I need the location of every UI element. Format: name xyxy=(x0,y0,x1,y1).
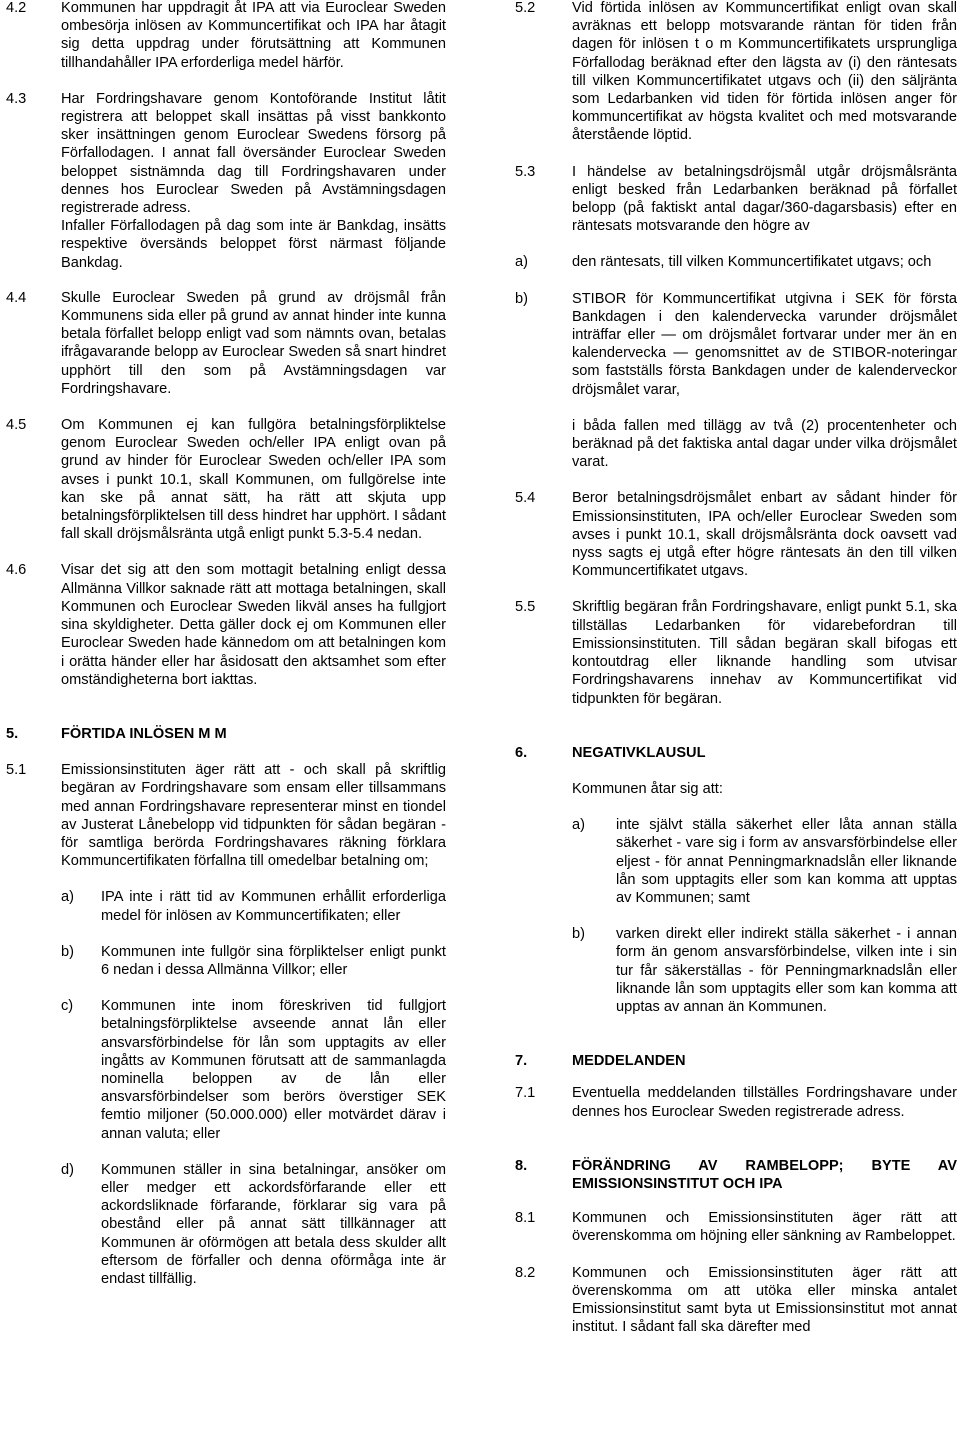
list-text: Kommunen ställer in sina betalningar, ansöker om eller medger ett ackordsförfarande eller ett ackordsliknade förfarande, förklarar sig vara på obestånd eller på annat sätt tillkännager att Kommunen är oförmögen att betala dess skulder allt eftersom de förfaller och denna oförmåga inte är endast tillfällig. xyxy=(101,1161,446,1287)
section-text: Skulle Euroclear Sweden på grund av dröjsmål från Kommunens sida eller på grund av annat hinder inte kunna betala förfallet belopp enligt vad som nämnts ovan, betalas ifrågavarande belopp av Euroclear Sweden så snart hindret upphört till den som på Avstämningsdagen var Fordringshavare. xyxy=(61,289,446,397)
list-letter: c) xyxy=(61,998,74,1015)
list-item-a xyxy=(61,888,446,924)
heading-6-intro xyxy=(515,780,957,798)
section-text: Beror betalningsdröjsmålet enbart av sådant hinder för Emissionsinstituten, IPA och/eller Euroclear Sweden som avses i punkt 10.1, skall dröjsmålsränta dock oavsett vad nyss sagts ej utgå efter högre räntesats än den till vilken Kommuncertifikatet utgavs. xyxy=(572,490,957,580)
section-text: Visar det sig att den som mottagit betalning enligt dessa Allmänna Villkor saknade rätt att mottaga betalningen, skall Kommunen och Euroclear Sweden likväl anses ha fullgjort sina skyldigheter. Detta gäller dock ej om Kommunen eller Euroclear Sweden hade kännedom om att betalningen kom i orätta händer eller har åsidosatt den aktsamhet som efter omständigheterna bort iakttas. xyxy=(61,562,446,688)
list-item-a xyxy=(515,253,957,271)
heading-title: FÖRTIDA INLÖSEN M M xyxy=(61,725,227,742)
section-text: i båda fallen med tillägg av två (2) procentenheter och beräknad på det faktiska antal dagar under vilka dröjsmålet varat. xyxy=(572,417,957,471)
list-text: varken direkt eller indirekt ställa säkerhet - i annan form än genom ansvarsförbindelse, vilken inte i sin tur får säkerställas - för Penningmarknadslån eller liknande lån som upptagits eller som kan komma att upptas av annan än Kommunen. xyxy=(616,926,957,1015)
section-5-1 xyxy=(6,761,446,1288)
list-item-a xyxy=(572,816,957,907)
list-item-c xyxy=(61,997,446,1143)
section-number: 5.5 xyxy=(515,599,536,616)
section-4-3 xyxy=(6,90,446,272)
list-letter: d) xyxy=(61,1161,74,1178)
section-5-3 xyxy=(515,163,957,236)
section-text: Vid förtida inlösen av Kommuncertifikat enligt ovan skall avräknas ett belopp motsvarande räntan för tiden från dagen för inlösen t o m Kommuncertifikatets ursprungliga Förfallodag beräknad efter den lägsta av (i) den räntesats till vilken Kommuncertifikatet utgavs och (ii) den säljränta som Ledarbanken vid tiden för förtida inlösen anger för kommuncertifikat av högsta kvalitet och med motsvarande återstående löptid. xyxy=(572,0,957,144)
list-letter: a) xyxy=(572,817,585,834)
heading-number: 5. xyxy=(6,725,19,742)
heading-number: 8. xyxy=(515,1157,528,1174)
section-number: 5.3 xyxy=(515,163,536,180)
section-text: Om Kommunen ej kan fullgöra betalningsförpliktelse genom Euroclear Sweden och/eller IPA enligt ovan på grund av hinder för Euroclear Sweden och/eller IPA som avses i punkt 10.1, skall Kommunen, om fullgörelse inte kan ske på annat sätt, ha rätt att skjuta upp betalningsförpliktelsen till dess hindret har upphört. I sådant fall skall dröjsmålsränta utgå enligt punkt 5.3-5.4 nedan. xyxy=(61,417,446,543)
heading-title: FÖRÄNDRING AV RAMBELOPP; BYTE AV EMISSIONSINSTITUT OCH IPA xyxy=(572,1157,957,1192)
section-4-6 xyxy=(6,561,446,688)
list-item-d xyxy=(61,1161,446,1288)
section-number: 4.4 xyxy=(6,289,27,306)
heading-number: 7. xyxy=(515,1053,528,1070)
list-letter: a) xyxy=(515,254,528,271)
section-text: Kommunen och Emissionsinstituten äger rätt att överenskomma om att utöka eller minska antalet Emissionsinstitut samt byta ut Emissionsinstitut mot annat institut. I sådant fall ska därefter med xyxy=(572,1264,957,1336)
section-4-5 xyxy=(6,416,446,543)
section-4-2 xyxy=(6,0,446,72)
heading-title: NEGATIVKLAUSUL xyxy=(572,744,706,761)
section-7-1 xyxy=(515,1084,957,1120)
section-text: Infaller Förfallodagen på dag som inte är Bankdag, insätts respektive översänds beloppet först närmast följande Bankdag. xyxy=(61,218,446,271)
list-text: Kommunen inte fullgör sina förpliktelser enligt punkt 6 nedan i dessa Allmänna Villkor; eller xyxy=(101,943,446,978)
section-text: Eventuella meddelanden tillställes Fordringshavare under dennes hos Euroclear Sweden registrerade adress. xyxy=(572,1085,957,1120)
section-number: 7.1 xyxy=(515,1085,536,1102)
heading-5 xyxy=(6,725,446,743)
list-text: Kommunen inte inom föreskriven tid fullgjort betalningsförpliktelse avseende annat lån eller ansvarsförbindelse för lån som upptagits av eller ingåtts av Kommunen förutsatt att de sammanlagda nominella beloppen av de lån eller ansvarsförbindelser som berörs överstiger SEK femtio miljoner (50.000.000) eller motvärdet därav i annan valuta; eller xyxy=(101,998,446,1142)
section-5-4 xyxy=(515,489,957,580)
section-number: 5.4 xyxy=(515,490,536,507)
section-text: Emissionsinstituten äger rätt att - och skall på skriftlig begäran av Fordringshavare som ensam eller tillsammans med annan Fordringshavare representerar minst en tiondel av Justerat Lånebelopp vid tidpunkten för sådan begäran - för samtliga berörda Fordringshavares räkning förklara Kommuncertifikaten förfallna till omedelbar betalning om; xyxy=(61,762,446,870)
section-text: Har Fordringshavare genom Kontoförande Institut låtit registrera att beloppet skall insättas på visst bankkonto sker insättningen genom Euroclear Swedens försorg på Förfallodagen. I annat fall översänder Euroclear Sweden beloppet sistnämnda dag till Fordringshavaren under dennes hos Euroclear Sweden på Avstämningsdagen registrerade adress. xyxy=(61,90,446,217)
negativklausul-list xyxy=(515,816,957,1016)
heading-title: MEDDELANDEN xyxy=(572,1053,686,1070)
section-number: 5.2 xyxy=(515,0,536,16)
section-number: 4.5 xyxy=(6,417,27,434)
section-8-2 xyxy=(515,1264,957,1337)
list-item-b xyxy=(572,925,957,1016)
section-5-5 xyxy=(515,598,957,707)
left-column xyxy=(6,0,446,1288)
heading-7 xyxy=(515,1052,957,1070)
section-text: Skriftlig begäran från Fordringshavare, enligt punkt 5.1, ska tillställas Ledarbanken för vidarebefordran till Emissionsinstituten. Till sådan begäran skall bifogas ett kontoutdrag eller liknande handling som utvisar Fordringshavarens innehav av Kommuncertifikat vid tidpunkten för begäran. xyxy=(572,599,957,707)
list-item-b xyxy=(515,290,957,399)
list-text: STIBOR för Kommuncertifikat utgivna i SEK för första Bankdagen i den kalendervecka varunder dröjsmålet inträffar eller — om dröjsmålet fortvarar under mer än en kalendervecka — genomsnittet av de STIBOR-noteringar som fastställs första Bankdagen under de kalenderveckor dröjsmålet varar, xyxy=(572,290,957,398)
list-letter: b) xyxy=(572,926,585,943)
section-number: 4.3 xyxy=(6,90,27,107)
section-text: Kommunen åtar sig att: xyxy=(572,780,723,797)
right-column xyxy=(515,0,957,1336)
list-text: inte självt ställa säkerhet eller låta annan ställa säkerhet - vare sig i form av ansvarsförbindelse eller eljest - för annat Penningmarknadslån eller liknande lån som upptagits eller som kan komma att upptas av Kommunen; samt xyxy=(616,817,957,906)
list-letter: b) xyxy=(515,290,528,307)
section-text: Kommunen har uppdragit åt IPA att via Euroclear Sweden ombesörja inlösen av Kommuncertifikat och IPA har åtagit sig detta uppdrag under förutsättning att Kommunen tillhandahåller IPA erforderliga medel härför. xyxy=(61,0,446,71)
list-text: den räntesats, till vilken Kommuncertifikatet utgavs; och xyxy=(572,254,932,271)
heading-8 xyxy=(515,1157,957,1193)
section-5-2 xyxy=(515,0,957,145)
section-5-3-after xyxy=(515,417,957,472)
section-number: 8.2 xyxy=(515,1264,536,1281)
section-number: 8.1 xyxy=(515,1210,536,1227)
list-letter: b) xyxy=(61,943,74,960)
section-text: Kommunen och Emissionsinstituten äger rätt att överenskomma om höjning eller sänkning av Rambeloppet. xyxy=(572,1210,957,1245)
heading-6 xyxy=(515,744,957,762)
section-number: 4.6 xyxy=(6,562,27,579)
section-number: 4.2 xyxy=(6,0,27,16)
section-text: I händelse av betalningsdröjsmål utgår dröjsmålsränta enligt besked från Ledarbanken beräknad på förfallet belopp (på faktiskt antal dagar/360-dagarsbasis) efter en räntesats motsvarande den högre av xyxy=(572,163,957,235)
section-8-1 xyxy=(515,1209,957,1245)
list-item-b xyxy=(61,943,446,979)
list-letter: a) xyxy=(61,889,74,906)
heading-number: 6. xyxy=(515,744,528,761)
section-number: 5.1 xyxy=(6,762,27,779)
section-4-4 xyxy=(6,289,446,398)
list-text: IPA inte i rätt tid av Kommunen erhållit erforderliga medel för inlösen av Kommuncertifikaten; eller xyxy=(101,889,446,924)
